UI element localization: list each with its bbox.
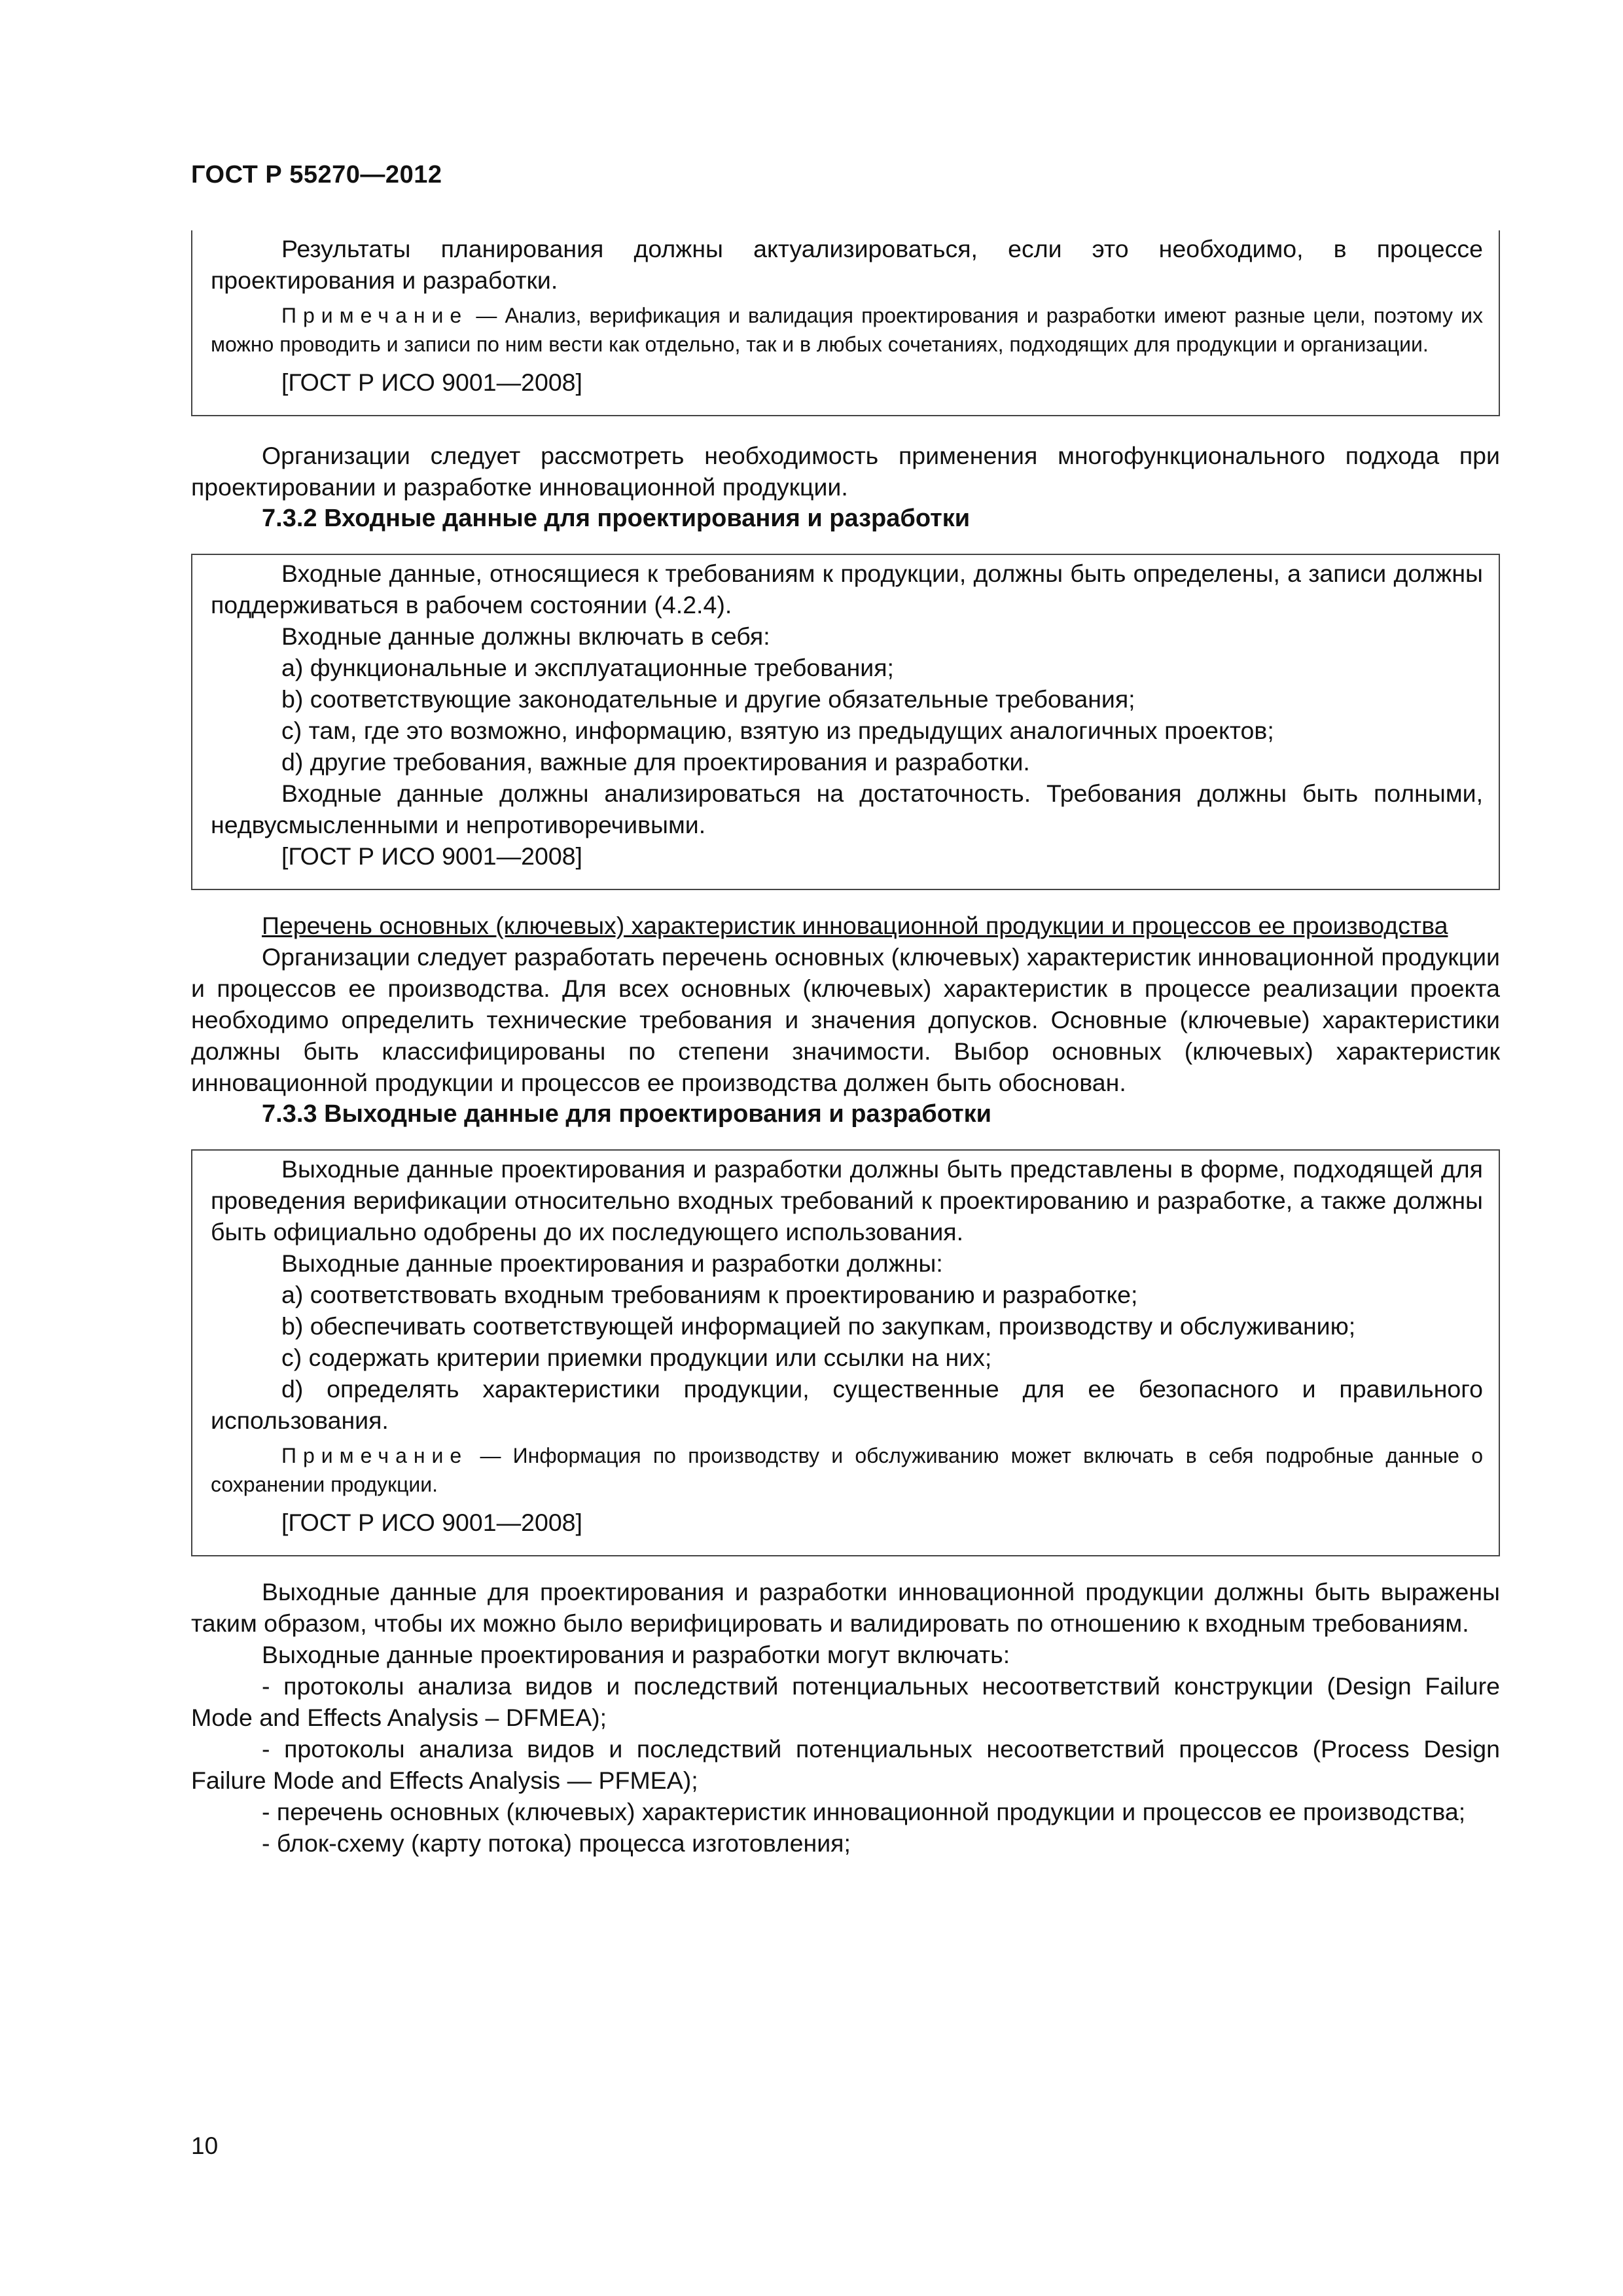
list-item: b) соответствующие законодательные и другие обязательные требования; [281,685,1135,713]
quote-box-output-data [191,1149,1500,1556]
standard-code-header: ГОСТ Р 55270—2012 [191,161,442,188]
paragraph: Входные данные должны анализироваться на достаточность. Требования должны быть полными, недвусмысленными и непротиворечивыми. [211,780,1483,838]
section-heading-7-3-3: 7.3.3 Выходные данные для проектирования и разработки [262,1100,992,1128]
note-label: Примечание [281,304,469,327]
list-item: d) другие требования, важные для проектирования и разработки. [281,748,1030,776]
list-item: - блок-схему (карту потока) процесса изготовления; [262,1829,851,1857]
paragraph: Результаты планирования должны актуализироваться, если это необходимо, в процессе проектирования и разработки. [211,235,1483,294]
paragraph: Выходные данные проектирования и разработки должны быть представлены в форме, подходящей для проведения верификации относительно входных требований к проектированию и разработке, а также должны быть официально одобрены до их последующего использования. [211,1155,1483,1246]
paragraph: Организации следует рассмотреть необходимость применения многофункционального подхода при проектировании и разработке инновационной продукции. [191,442,1500,501]
page-content [191,230,1500,1859]
page-number: 10 [191,2132,219,2159]
note-text: — Информация по производству и обслуживанию может включать в себя подробные данные о сохранении продукции. [211,1444,1483,1496]
list-item: a) соответствовать входным требованиям к проектированию и разработке; [281,1281,1138,1308]
list-item: a) функциональные и эксплуатационные требования; [281,654,894,681]
paragraph: Выходные данные проектирования и разработки могут включать: [262,1641,1010,1668]
paragraph: Выходные данные проектирования и разработки должны: [281,1249,943,1277]
reference: [ГОСТ Р ИСО 9001—2008] [281,842,582,870]
section-heading-7-3-2: 7.3.2 Входные данные для проектирования и разработки [262,505,971,532]
note [211,301,1483,359]
paragraph: Входные данные, относящиеся к требованиям к продукции, должны быть определены, а записи должны поддерживаться в рабочем состоянии (4.2.4). [211,560,1483,619]
list-item: - протоколы анализа видов и последствий потенциальных несоответствий процессов (Process Design Failure Mode and Effects Analysis — PFMEA); [191,1735,1500,1794]
list-item: c) содержать критерии приемки продукции или ссылки на них; [281,1344,992,1371]
paragraph: Организации следует разработать перечень основных (ключевых) характеристик инновационной продукции и процессов ее производства. Для всех основных (ключевых) характеристик в процессе реализации проекта необходимо определить технические требования и значения допусков. Основные (ключевые) характеристики должны быть классифицированы по степени значимости. Выбор основных (ключевых) характеристик инновационной продукции и процессов ее производства должен быть обоснован. [191,943,1500,1096]
paragraph: Входные данные должны включать в себя: [281,622,770,650]
note-label: Примечание [281,1444,469,1467]
list-item: - протоколы анализа видов и последствий потенциальных несоответствий конструкции (Design Failure Mode and Effects Analysis – DFMEA); [191,1672,1500,1731]
list-item: c) там, где это возможно, информацию, взятую из предыдущих аналогичных проектов; [281,717,1274,744]
reference: [ГОСТ Р ИСО 9001—2008] [281,1509,582,1536]
underlined-subheading: Перечень основных (ключевых) характеристик инновационной продукции и процессов ее производства [262,912,1448,939]
list-item: d) определять характеристики продукции, существенные для ее безопасного и правильного использования. [211,1375,1483,1434]
quote-box-input-data [191,554,1500,890]
quote-box-planning [191,230,1500,416]
list-item: b) обеспечивать соответствующей информацией по закупкам, производству и обслуживанию; [281,1312,1356,1340]
paragraph: Выходные данные для проектирования и разработки инновационной продукции должны быть выражены таким образом, чтобы их можно было верифицировать и валидировать по отношению к входным требованиям. [191,1578,1500,1637]
list-item: - перечень основных (ключевых) характеристик инновационной продукции и процессов ее производства; [262,1798,1466,1825]
note [211,1441,1483,1499]
note-text: — Анализ, верификация и валидация проектирования и разработки имеют разные цели, поэтому их можно проводить и записи по ним вести как отдельно, так и в любых сочетаниях, подходящих для продукции и организации. [211,304,1483,356]
reference: [ГОСТ Р ИСО 9001—2008] [281,368,582,396]
